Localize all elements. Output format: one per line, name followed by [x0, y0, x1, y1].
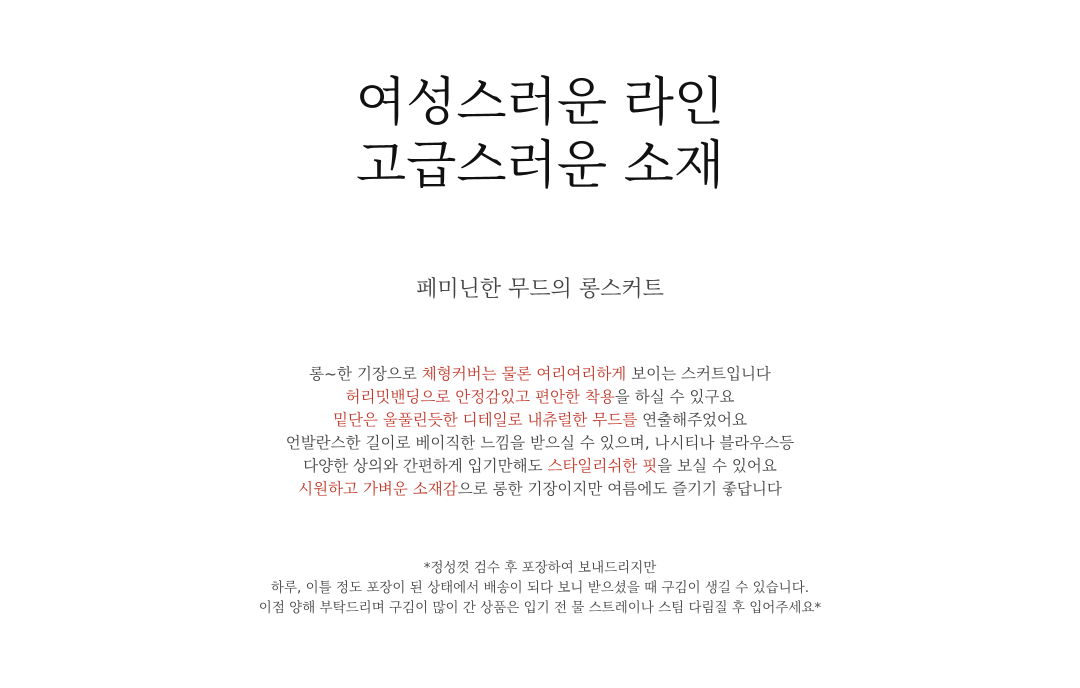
description-line-1 [0, 363, 1080, 386]
description-text: 을 하실 수 있구요 [614, 388, 735, 406]
description-highlight: 스타일리쉬한 핏 [547, 457, 658, 475]
notice-line-1: *정성껏 검수 후 포장하여 보내드리지만 [423, 560, 657, 576]
headline-line-1: 여성스러운 라인 [355, 73, 725, 133]
product-description [0, 363, 1080, 501]
description-highlight: 허리밋밴딩으로 안정감있고 편안한 착용 [345, 388, 615, 406]
notice-line-3: 이점 양해 부탁드리며 구김이 많이 간 상품은 입기 전 물 스트레이나 스팀 다림질 후 입어주세요* [258, 600, 822, 616]
description-text: 다양한 상의와 간편하게 입기만해도 [303, 457, 548, 475]
headline-line-2: 고급스러운 소재 [355, 136, 725, 196]
description-line-5 [0, 455, 1080, 478]
description-text: 으로 롱한 기장이지만 여름에도 즐기기 좋답니다 [457, 480, 782, 498]
description-highlight: 밑단은 울풀린듯한 디테일로 내츄럴한 무드를 [333, 411, 638, 429]
description-line-4: 언발란스한 길이로 베이직한 느낌을 받으실 수 있으며, 나시티나 블라우스등 [285, 434, 795, 452]
description-text: 보이는 스커트입니다 [626, 365, 771, 383]
description-text: 롱~한 기장으로 [309, 365, 422, 383]
shipping-notice [0, 558, 1080, 618]
notice-line-2: 하루, 이틀 정도 포장이 된 상태에서 배송이 되다 보니 받으셨을 때 구김이 생길 수 있습니다. [270, 580, 810, 596]
description-line-2 [0, 386, 1080, 409]
subtitle: 페미닌한 무드의 롱스커트 [416, 277, 664, 302]
description-highlight: 시원하고 가벼운 소재감 [298, 480, 458, 498]
description-text: 연출해주었어요 [637, 411, 747, 429]
description-text: 을 보실 수 있어요 [657, 457, 777, 475]
description-line-6 [0, 478, 1080, 501]
headline [0, 72, 1080, 198]
description-highlight: 체형커버는 물론 여리여리하게 [421, 365, 627, 383]
description-line-3 [0, 409, 1080, 432]
